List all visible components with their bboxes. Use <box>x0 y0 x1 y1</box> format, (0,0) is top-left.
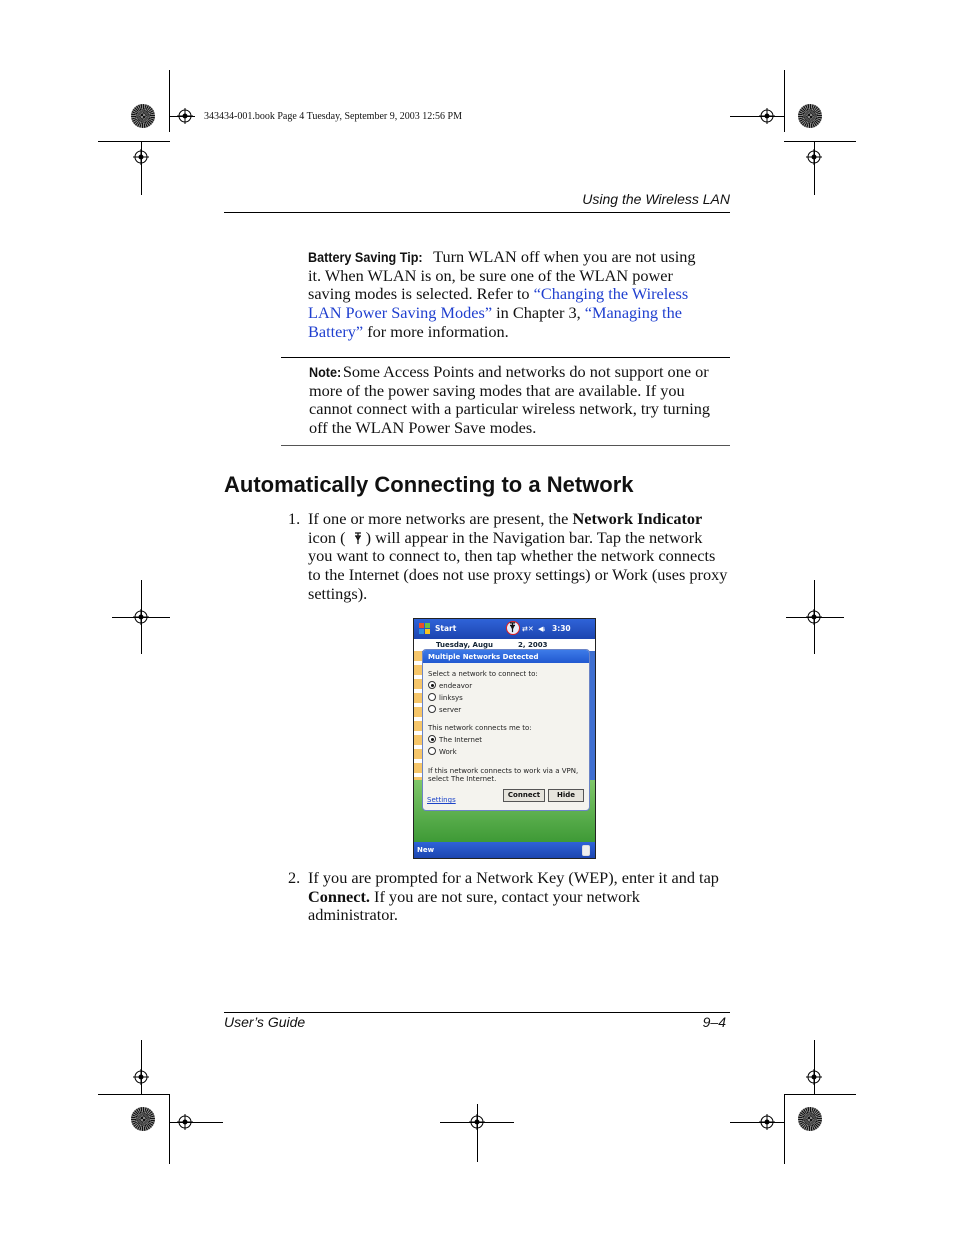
slug-line: 343434-001.book Page 4 Tuesday, September 9, 2003 12:56 PM <box>204 111 462 122</box>
network-indicator-icon <box>353 532 363 545</box>
radio-the-internet[interactable] <box>428 735 436 743</box>
new-menu[interactable]: New <box>417 846 435 854</box>
vpn-note: If this network connects to work via a VPN, <box>428 767 579 775</box>
today-items-strip <box>414 651 422 781</box>
crop-line <box>169 1094 170 1164</box>
registration-target-icon <box>806 609 822 625</box>
connect-button[interactable]: Connect <box>503 789 545 802</box>
crop-line <box>477 1104 478 1162</box>
command-bar <box>414 842 595 858</box>
battery-tip <box>308 248 700 342</box>
registration-target-icon <box>133 1069 149 1085</box>
step-number: 2. <box>288 868 301 887</box>
registration-target-icon <box>759 108 775 124</box>
option-label: Work <box>439 748 457 756</box>
crop-line <box>141 141 142 195</box>
registration-disc-icon <box>798 1107 822 1131</box>
pocket-pc-screenshot <box>413 618 596 859</box>
note-text: Some Access Points and networks do not support one or more of the power saving modes that are available. If you cannot connect with a particular wireless network, try turning off the WLAN Power Save modes. <box>309 362 711 438</box>
header-rule <box>224 212 730 213</box>
multiple-networks-dialog <box>422 649 590 811</box>
windows-flag-icon <box>418 622 431 635</box>
tip-label: Battery Saving Tip: <box>308 249 423 265</box>
step-text: ) will appear in the Navigation bar. Tap the network you want to connect to, then tap whether the network connects to the Internet (does not use proxy settings) or Work (uses proxy settings). <box>308 527 728 603</box>
link-managing-the-battery[interactable]: “Managing the Battery” <box>308 303 682 341</box>
step-text: icon ( <box>308 527 346 547</box>
crop-line <box>141 1040 142 1094</box>
crop-line <box>814 1040 815 1094</box>
radio-network-linksys[interactable] <box>428 693 436 701</box>
option-label: The Internet <box>439 736 483 744</box>
volume-icon: ◀ᵢ <box>538 625 545 633</box>
crop-line <box>784 70 785 132</box>
network-label: server <box>439 706 462 714</box>
crop-line <box>730 1122 784 1123</box>
clock: 3:30 <box>552 624 571 633</box>
step-1 <box>308 510 730 604</box>
step-bold: Network Indicator <box>572 509 703 528</box>
tip-text: for more information. <box>363 321 509 341</box>
link-changing-power-saving-modes[interactable]: “Changing the Wireless LAN Power Saving Modes” <box>308 284 689 323</box>
step-text: If one or more networks are present, the <box>308 509 573 528</box>
note-label: Note: <box>309 364 342 380</box>
settings-link[interactable]: Settings <box>427 796 456 804</box>
crop-line <box>784 1094 785 1164</box>
hide-button[interactable]: Hide <box>548 789 584 802</box>
dialog-title-bar <box>423 650 589 663</box>
date-text: Tuesday, Augu <box>436 641 493 649</box>
radio-network-server[interactable] <box>428 705 436 713</box>
registration-target-icon <box>177 1114 193 1130</box>
dialog-title: Multiple Networks Detected <box>428 653 539 661</box>
radio-work[interactable] <box>428 747 436 755</box>
page-number: 9–4 <box>702 1014 726 1030</box>
step-bold: Connect. <box>308 886 370 906</box>
crop-line <box>784 141 856 142</box>
registration-target-icon <box>133 609 149 625</box>
crop-line <box>730 116 784 117</box>
running-head: Using the Wireless LAN <box>582 191 730 207</box>
network-label: linksys <box>439 694 463 702</box>
registration-target-icon <box>177 108 193 124</box>
registration-target-icon <box>759 1114 775 1130</box>
input-panel-icon[interactable] <box>582 845 590 856</box>
year-text: 2, 2003 <box>518 641 548 649</box>
crop-line <box>814 141 815 195</box>
registration-target-icon <box>806 1069 822 1085</box>
connects-prompt: This network connects me to: <box>428 724 532 732</box>
tip-text: Turn WLAN off when you are not using it. When WLAN is on, be sure one of the WLAN power saving modes is selected. Refer to <box>308 247 696 304</box>
registration-disc-icon <box>131 1107 155 1131</box>
tip-text: in Chapter 3, <box>492 303 585 323</box>
start-label[interactable]: Start <box>435 624 457 633</box>
crop-line <box>784 1094 856 1095</box>
navigation-bar <box>414 619 595 639</box>
note <box>309 363 729 438</box>
note-bottom-rule <box>281 445 730 446</box>
footer-left: User’s Guide <box>224 1014 306 1030</box>
section-heading: Automatically Connecting to a Network <box>224 472 634 497</box>
radio-network-endeavor[interactable] <box>428 681 436 689</box>
vpn-note: select The Internet. <box>428 775 497 783</box>
footer-rule <box>224 1012 730 1013</box>
step-2 <box>308 869 724 925</box>
crop-line <box>98 1094 170 1095</box>
registration-target-icon <box>469 1114 485 1130</box>
network-label: endeavor <box>439 682 473 690</box>
step-text: If you are prompted for a Network Key (WEP), enter it and tap <box>308 868 719 887</box>
registration-disc-icon <box>131 104 155 128</box>
registration-disc-icon <box>798 104 822 128</box>
select-prompt: Select a network to connect to: <box>428 670 538 678</box>
step-number: 1. <box>288 509 301 528</box>
crop-line <box>169 70 170 132</box>
note-top-rule <box>281 357 730 358</box>
step-text: If you are not sure, contact your network administrator. <box>308 886 640 925</box>
network-indicator-icon[interactable] <box>506 621 520 635</box>
connectivity-icon: ⇄✕ <box>522 625 534 633</box>
crop-line <box>98 141 170 142</box>
